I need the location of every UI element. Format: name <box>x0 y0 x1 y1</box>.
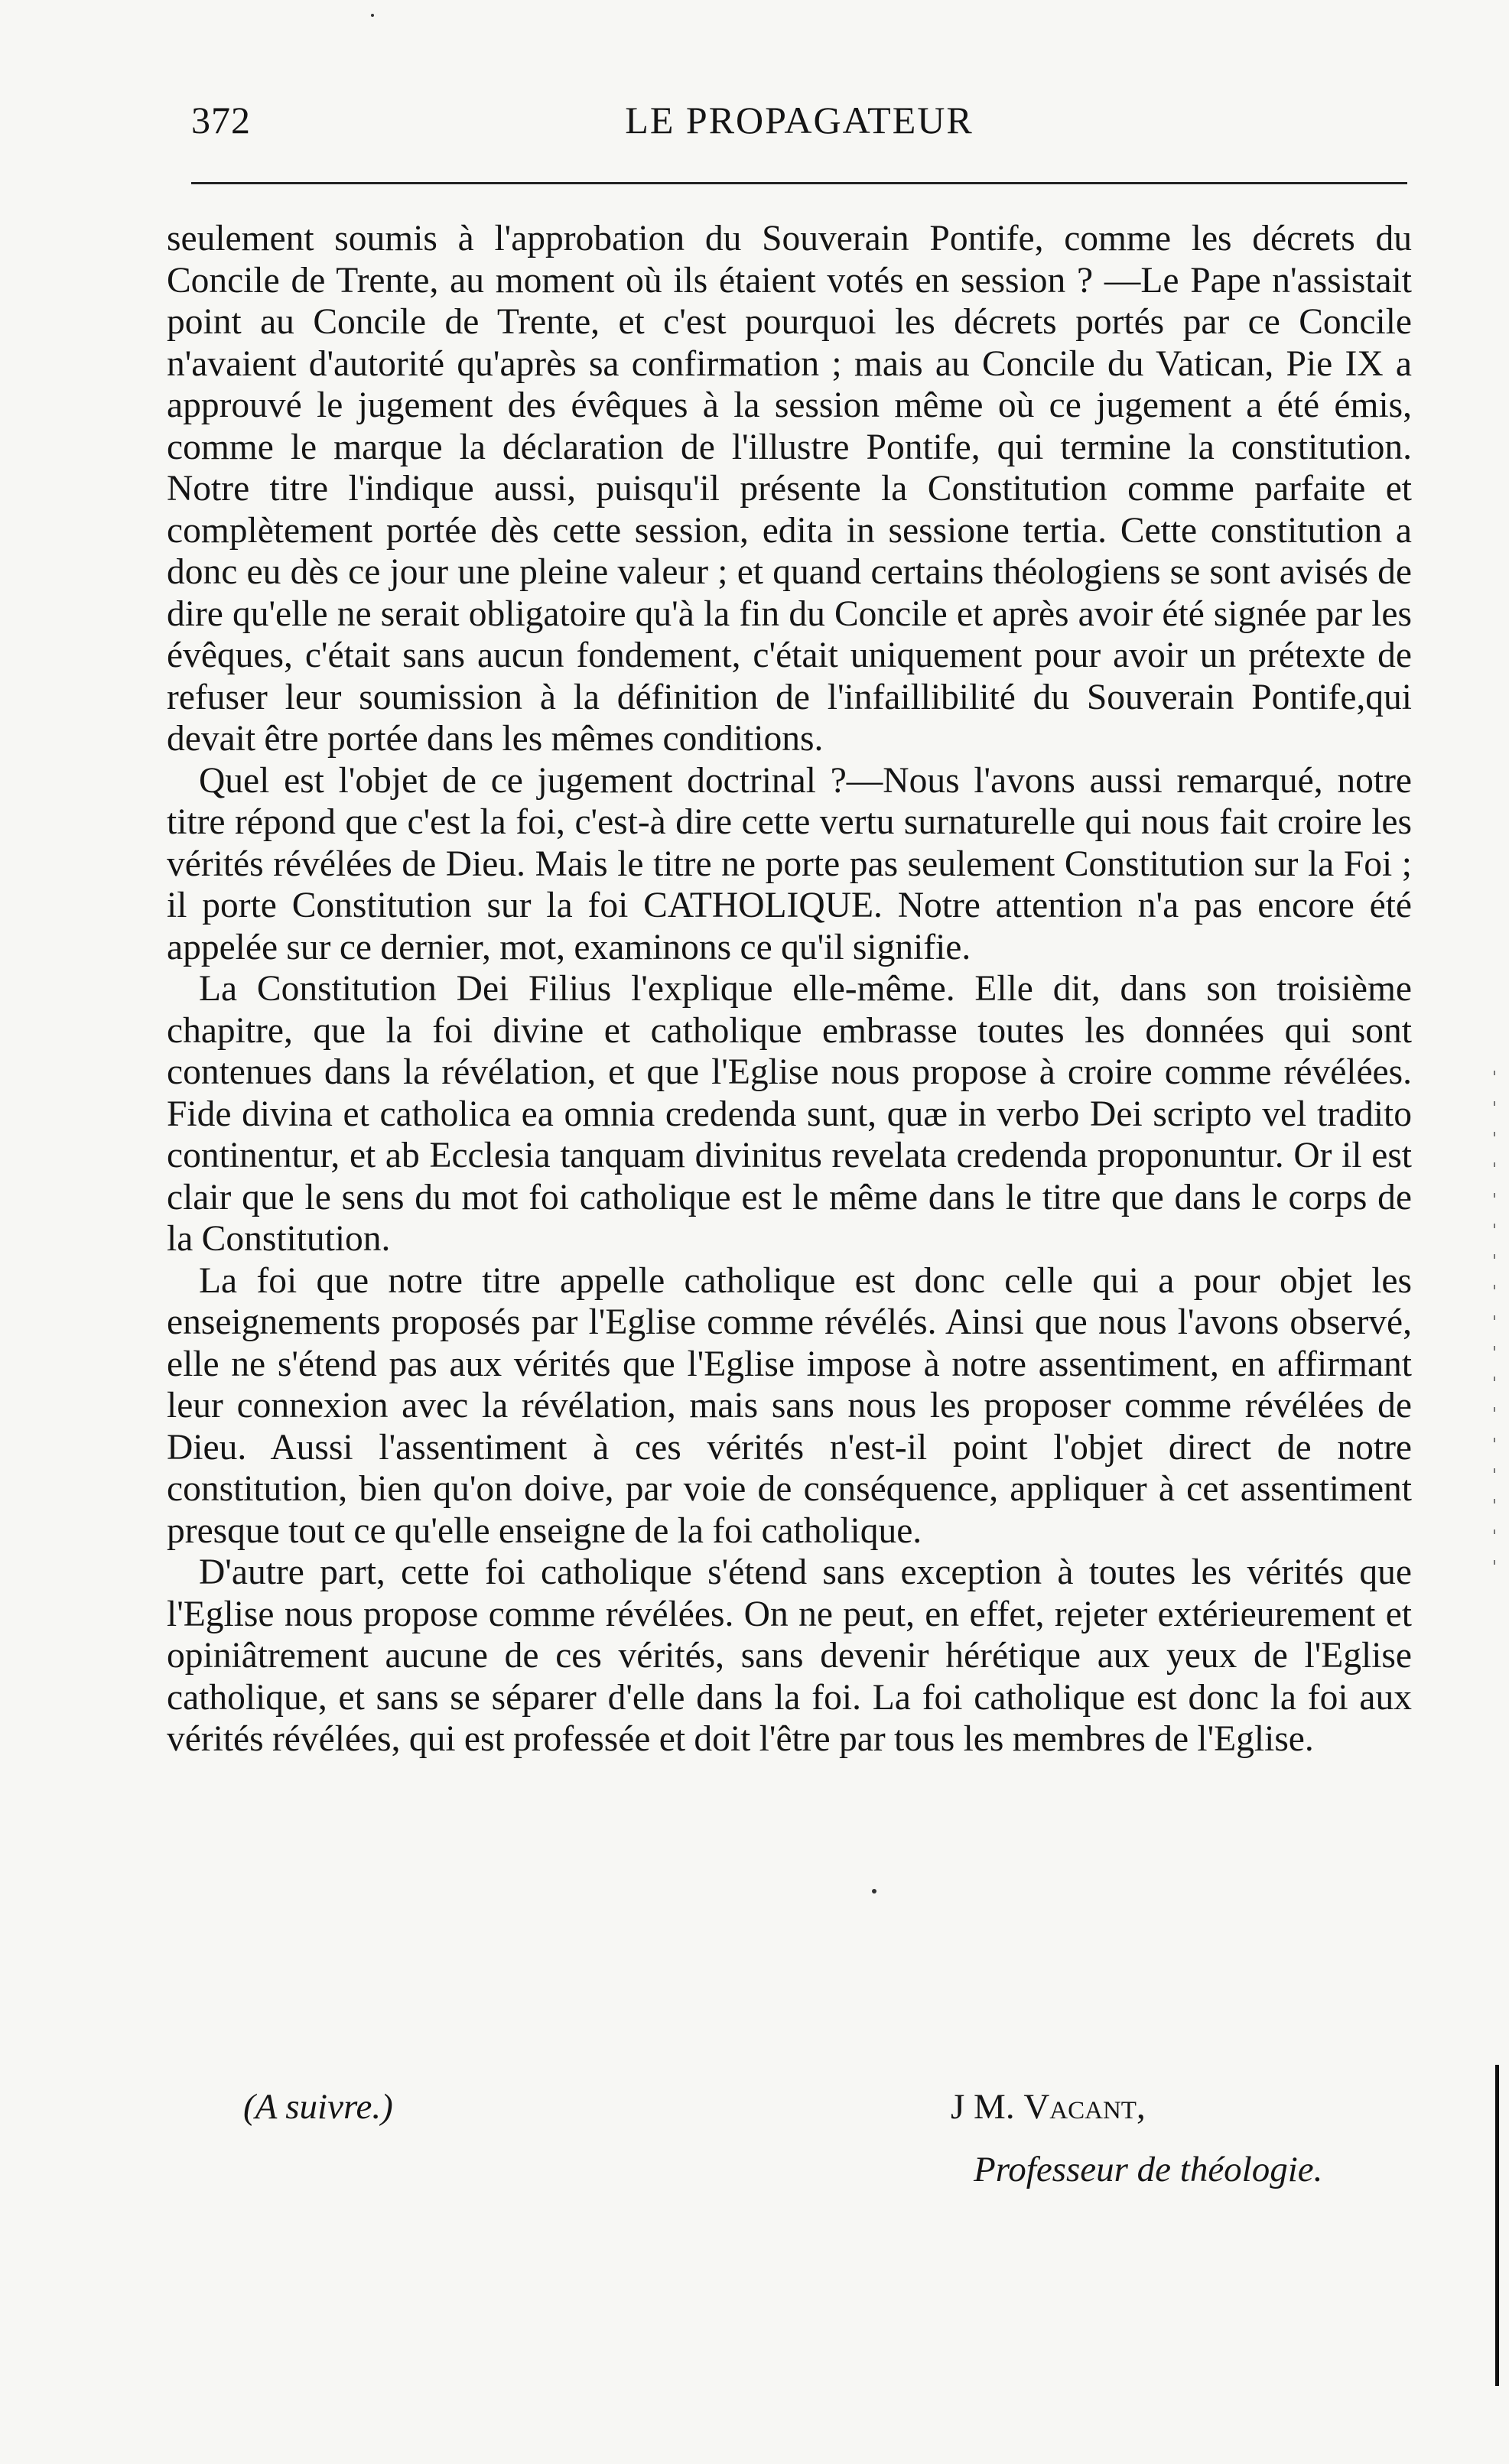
scan-speck <box>872 1889 876 1894</box>
scan-edge-bar <box>1495 2065 1499 2386</box>
closing-signature <box>167 2086 1412 2239</box>
to-be-continued-note: (A suivre.) <box>243 2087 393 2127</box>
running-title: LE PROPAGATEUR <box>625 99 974 141</box>
author-surname: Vacant, <box>1023 2087 1146 2127</box>
author-title: Professeur de théologie. <box>974 2150 1323 2189</box>
paragraph-1: seulement soumis à l'approbation du Souverain Pontife, comme les décrets du Concile de Trente, au moment où ils étaient votés en session ? —Le Pape n'assistait point au Concile de Trente, et c'est pourquoi les décrets portés par ce Concile n'avaient d'autorité qu'après sa confirmation ; mais au Concile du Vatican, Pie IX a approuvé le jugement des évêques à la session même où ce jugement a été émis, comme le marque la déclaration de l'illustre Pontife, qui termine la constitution. Notre titre l'indique aussi, puisqu'il présente la Constitution comme parfaite et complètement portée dès cette session, edita in sessione tertia. Cette constitution a donc eu dès ce jour une pleine valeur ; et quand certains théologiens se sont avisés de dire qu'elle ne serait obligatoire qu'à la fin du Concile et après avoir été signée par les évêques, c'était sans aucun fondement, c'était uniquement pour avoir un prétexte de refuser leur soumission à la définition de l'infaillibilité du Souverain Pontife,qui devait être portée dans les mêmes conditions. <box>167 219 1412 759</box>
paragraph-5: D'autre part, cette foi catholique s'étend sans exception à toutes les vérités que l'Eglise nous propose comme révélées. On ne peut, en effet, rejeter extérieurement et opiniâtrement aucune de ces vérités, sans devenir hérétique aux yeux de l'Eglise catholique, et sans se séparer d'elle dans la foi. La foi catholique est donc la foi aux vérités révélées, qui est professée et doit l'être par tous les membres de l'Eglise. <box>167 1552 1412 1759</box>
scan-edge-artifact <box>1494 1071 1495 1591</box>
page-header <box>191 98 1407 151</box>
page-number: 372 <box>191 99 251 141</box>
article-body <box>167 218 1412 1760</box>
paragraph-3: La Constitution Dei Filius l'explique elle-même. Elle dit, dans son troisième chapitre, que la foi divine et catholique embrasse toutes les données qui sont contenues dans la révélation, et que l'Eglise nous propose à croire comme révélées. Fide divina et catholica ea omnia credenda sunt, quæ in verbo Dei scripto vel tradito continentur, et ab Ecclesia tanquam divinitus revelata credenda proponuntur. Or il est clair que le sens du mot foi catholique est le même dans le titre que dans le corps de la Constitution. <box>167 969 1412 1259</box>
paragraph-2: Quel est l'objet de ce jugement doctrinal ?—Nous l'avons aussi remarqué, notre titre répond que c'est la foi, c'est-à dire cette vertu surnaturelle qui nous fait croire les vérités révélées de Dieu. Mais le titre ne porte pas seulement Constitution sur la Foi ; il porte Constitution sur la foi CATHOLIQUE. Notre attention n'a pas encore été appelée sur ce dernier, mot, examinons ce qu'il signifie. <box>167 760 1412 967</box>
scan-speck <box>371 14 374 17</box>
author-initials: J M. <box>951 2087 1015 2127</box>
paragraph-4: La foi que notre titre appelle catholique est donc celle qui a pour objet les enseignements proposés par l'Eglise comme révélés. Ainsi que nous l'avons observé, elle ne s'étend pas aux vérités que l'Eglise impose à notre assentiment, en affirmant leur connexion avec la révélation, mais sans nous les proposer comme révélées de Dieu. Aussi l'assentiment à ces vérités n'est-il point l'objet direct de notre constitution, bien qu'on doive, par voie de conséquence, appliquer à cet assentiment presque tout ce qu'elle enseigne de la foi catholique. <box>167 1260 1412 1551</box>
author-name <box>951 2086 1146 2128</box>
header-rule <box>191 182 1407 184</box>
